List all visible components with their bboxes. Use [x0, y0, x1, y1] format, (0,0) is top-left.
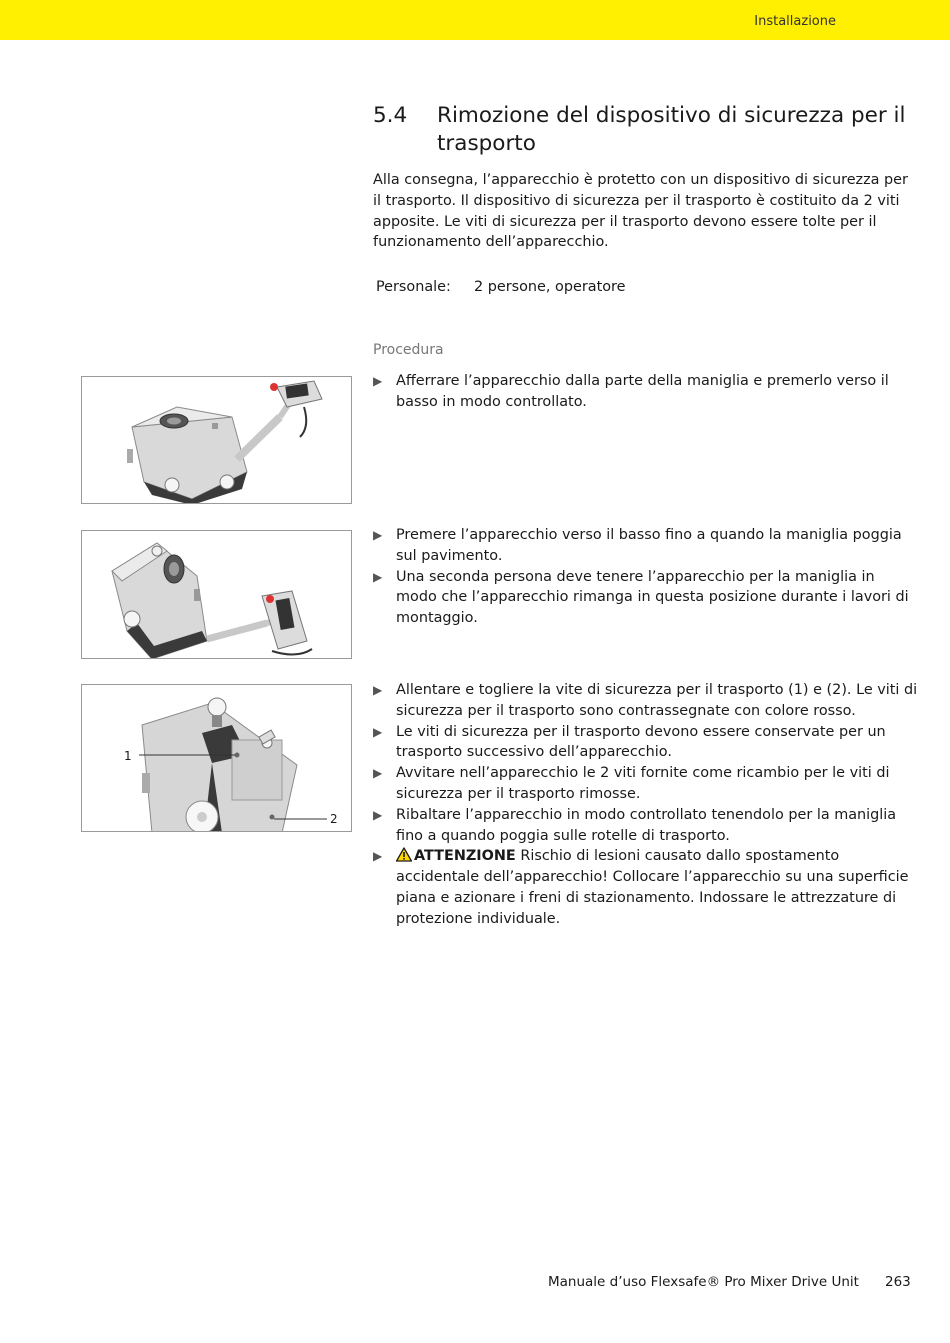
intro-paragraph: Alla consegna, l’apparecchio è protetto con un dispositivo di sicurezza per il trasporto. Il dispositivo di sicurezza per il trasporto è costituito da 2 viti apposite. Le viti di sicurezza per il trasporto devono essere tolte per il funzionamento dell’apparecchio. — [373, 172, 908, 251]
step-list-3 — [373, 680, 918, 930]
step-item — [373, 567, 918, 629]
warning-triangle-icon — [396, 847, 412, 862]
step-item — [373, 371, 918, 413]
step-arrow-icon: ▶ — [373, 807, 383, 822]
procedure-heading: Procedura — [373, 342, 444, 358]
step-item — [373, 805, 918, 847]
figure-tilt-device — [81, 376, 352, 504]
step-text: Le viti di sicurezza per il trasporto devono essere conservate per un trasporto successivo dell’apparecchio. — [396, 723, 886, 761]
step-arrow-icon: ▶ — [373, 374, 383, 388]
step-arrow-icon: ▶ — [373, 849, 383, 864]
callout-label-2: 2 — [330, 812, 338, 826]
step-item — [373, 722, 918, 764]
step-text: Allentare e togliere la vite di sicurezza per il trasporto (1) e (2). Le viti di sicurezza per il trasporto sono contrassegnate con colore rosso. — [396, 682, 918, 719]
header-bar — [0, 0, 950, 40]
header-section-label: Installazione — [754, 14, 836, 29]
section-number: 5.4 — [373, 103, 408, 128]
footer-manual-title: Manuale d’uso Flexsafe® Pro Mixer Drive Unit — [548, 1274, 859, 1290]
step-text: Una seconda persona deve tenere l’apparecchio per la maniglia in modo che l’apparecchio rimanga in questa posizione durante i lavori di montaggio. — [396, 568, 909, 627]
step-item — [373, 525, 918, 567]
step-arrow-icon: ▶ — [373, 724, 383, 739]
step-arrow-icon: ▶ — [373, 569, 383, 584]
device-illustration-3 — [82, 685, 352, 832]
personnel-value: 2 persone, operatore — [474, 279, 626, 295]
device-illustration-2 — [82, 531, 352, 659]
section-title: Rimozione del dispositivo di sicurezza per il trasporto — [437, 103, 906, 156]
figure-transport-screws — [81, 684, 352, 832]
step-text: Premere l’apparecchio verso il basso fino a quando la maniglia poggia sul pavimento. — [396, 527, 902, 564]
step-text: Afferrare l’apparecchio dalla parte della maniglia e premerlo verso il basso in modo controllato. — [396, 373, 889, 410]
step-list-2 — [373, 525, 918, 629]
personnel-label: Personale: — [376, 279, 451, 295]
warning-label: ATTENZIONE — [414, 848, 516, 865]
step-arrow-icon: ▶ — [373, 766, 383, 781]
device-illustration-1 — [82, 377, 352, 504]
step-arrow-icon: ▶ — [373, 528, 383, 542]
step-list-1 — [373, 371, 918, 413]
figure-handle-on-floor — [81, 530, 352, 659]
callout-label-1: 1 — [124, 749, 132, 763]
step-arrow-icon: ▶ — [373, 683, 383, 697]
step-item — [373, 763, 918, 805]
warning-text: Rischio di lesioni causato dallo spostamento accidentale dell’apparecchio! Collocare l’apparecchio su una superficie piana e azionare i freni di stazionamento. Indossare le attrezzature di protezione individuale. — [396, 848, 909, 927]
step-text: Avvitare nell’apparecchio le 2 viti fornite come ricambio per le viti di sicurezza per il trasporto rimosse. — [396, 765, 890, 802]
step-text: Ribaltare l’apparecchio in modo controllato tenendolo per la maniglia fino a quando poggia sulle rotelle di trasporto. — [396, 806, 897, 844]
footer-page-number: 263 — [885, 1274, 911, 1290]
step-item — [373, 680, 918, 722]
warning-step-item — [373, 846, 918, 929]
